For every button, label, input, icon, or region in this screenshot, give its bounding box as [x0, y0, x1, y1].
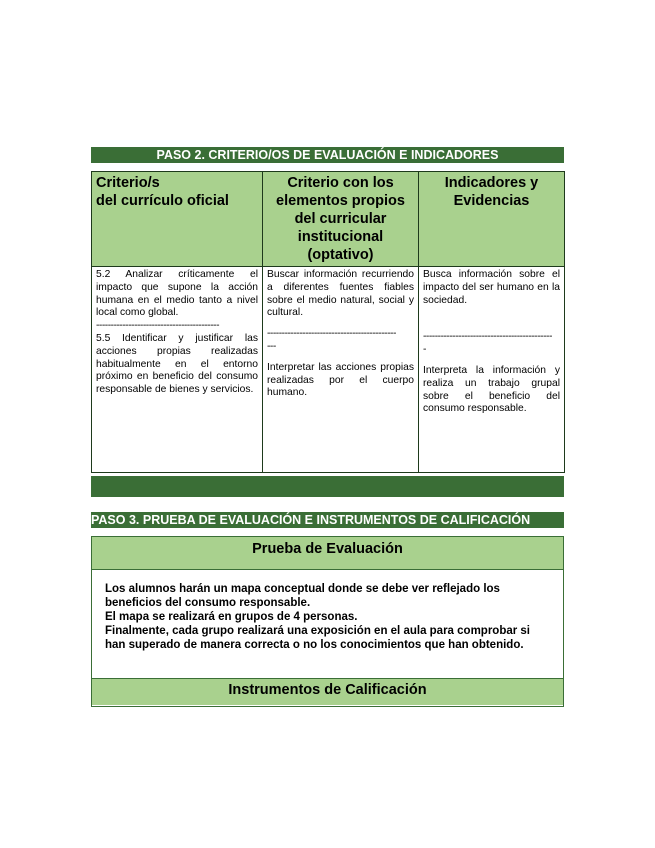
- indicador-busca: Busca información sobre el impacto del ser humano en la sociedad.: [423, 269, 560, 306]
- header-indicadores: [419, 172, 565, 267]
- prueba-line-1: Los alumnos harán un mapa conceptual donde se debe ver reflejado los: [105, 583, 500, 595]
- cell-criterio-institucional: [263, 267, 419, 473]
- criterio-5-2: 5.2 Analizar críticamente el impacto que supone la acción humana en el medio tanto a nivel local como global.: [96, 269, 258, 319]
- prueba-heading-row: [92, 537, 563, 570]
- indicador-interpreta: Interpreta la información y realiza un trabajo grupal sobre el beneficio del consumo responsable.: [423, 364, 560, 415]
- criterio-interpretar: Interpretar las acciones propias realizadas por el cuerpo humano.: [267, 361, 414, 399]
- prueba-line-3: El mapa se realizará en grupos de 4 personas.: [105, 611, 358, 623]
- instrumentos-heading: Instrumentos de Calificación: [228, 682, 427, 698]
- separator-line: --------------------------------------------: [423, 331, 552, 343]
- paso2-title: PASO 2. CRITERIO/OS DE EVALUACIÓN E INDICADORES: [156, 148, 499, 162]
- separator-line: --------------------------------------------: [267, 328, 396, 340]
- criterio-5-5: 5.5 Identificar y justificar las acciones propias realizadas habitualmente en el entorno próximo en beneficio del consumo responsable de bienes y servicios.: [96, 332, 258, 396]
- header-col3-text: Indicadores y Evidencias: [444, 175, 539, 209]
- header-col1-line2: del currículo oficial: [96, 193, 229, 209]
- paso2-title-bar: [91, 147, 564, 163]
- prueba-heading: Prueba de Evaluación: [252, 541, 403, 557]
- paso3-title-bar: [91, 512, 564, 528]
- header-criterios-oficial: [92, 172, 263, 267]
- separator-line-cont: ---: [267, 340, 276, 352]
- criteria-table: [91, 171, 565, 473]
- instrumentos-heading-row: [92, 678, 563, 705]
- prueba-body: [92, 570, 563, 678]
- separator-line: ------------------------------------------: [96, 320, 220, 332]
- cell-indicadores: [419, 267, 565, 473]
- paso3-title: PASO 3. PRUEBA DE EVALUACIÓN E INSTRUMENTOS DE CALIFICACIÓN: [91, 513, 531, 527]
- header-col1-line1: Criterio/s: [96, 175, 160, 191]
- prueba-line-2: beneficios del consumo responsable.: [105, 597, 311, 609]
- separator-line-cont: -: [423, 344, 426, 356]
- prueba-line-5: han superado de manera correcta o no los conocimientos que han obtenido.: [105, 639, 524, 651]
- header-col2-text: Criterio con los elementos propios del curricular institucional (optativo): [276, 175, 405, 263]
- criterio-buscar: Buscar información recurriendo a diferentes fuentes fiables sobre el medio natural, social y cultural.: [267, 269, 414, 319]
- prueba-line-4: Finalmente, cada grupo realizará una exposición en el aula para comprobar si: [105, 625, 530, 637]
- cell-criterios-oficial: [92, 267, 263, 473]
- paso2-footer-bar: [91, 476, 564, 497]
- paso3-box: [91, 536, 564, 707]
- header-criterio-institucional: [263, 172, 419, 267]
